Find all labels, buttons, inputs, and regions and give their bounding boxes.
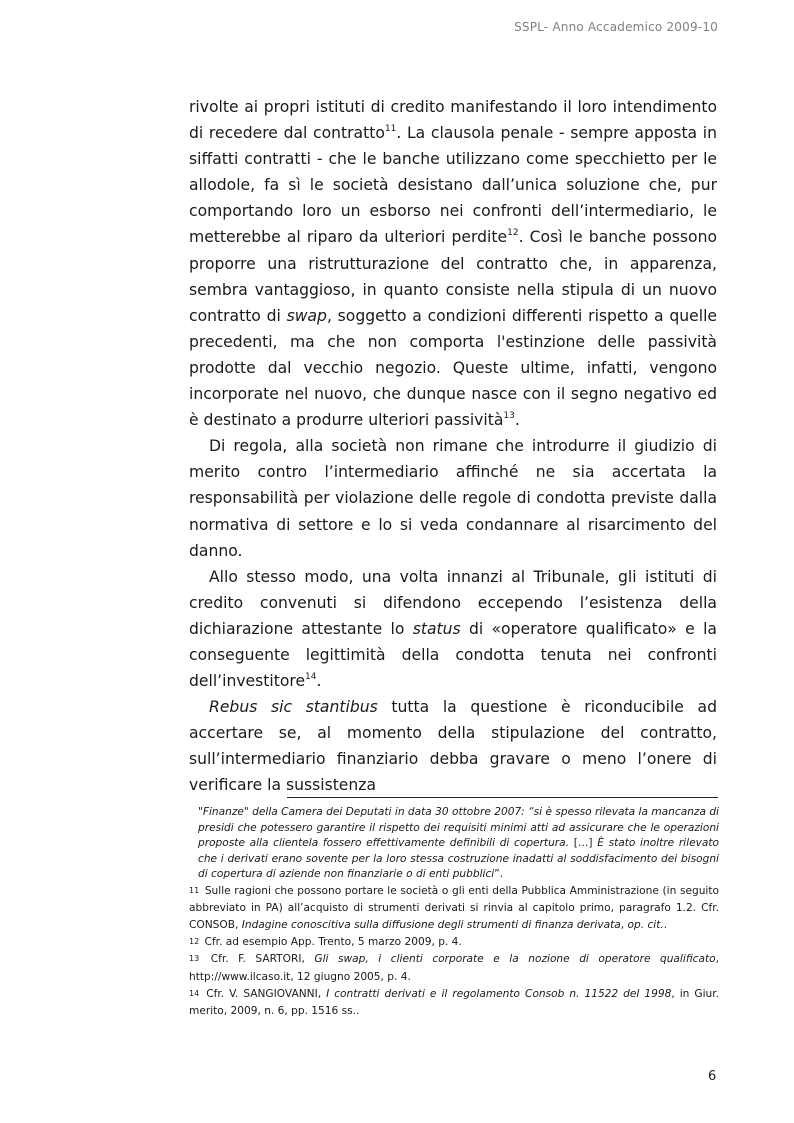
paragraph-2: Di regola, alla società non rimane che introdurre il giudizio di merito contro l’intermediario affinché ne sia accertata la responsabilità per violazione delle regole di condotta previste dalla normativa di settore e lo si veda condannare al risarcimento del danno. bbox=[189, 437, 717, 560]
footnote-14: $^{14}$ Cfr. V. SANGIOVANNI, I contratti derivati e il regolamento Consob n. 11522 del 1998, in Giur. merito, 2009, n. 6, pp. 1516 ss.. bbox=[189, 987, 719, 1017]
footnote-12: $^{12}$ Cfr. ad esempio App. Trento, 5 marzo 2009, p. 4. bbox=[189, 936, 462, 949]
ilcaso-link[interactable]: , http://www.ilcaso.it, 12 giugno 2005, p. 4. bbox=[189, 953, 719, 983]
footnote-continued: "Finanze" della Camera dei Deputati in data 30 ottobre 2007: “si è spesso rilevata la mancanza di presidi che potessero garantire il rispetto dei requisiti minimi atti ad assicurare che le operazioni proposte alla clientela fossero effettivamente definibili di copertura. […] È stato inoltre rilevato che i derivati erano sovente per la loro stessa costruzione inadatti al soddisfacimento dei bisogni di copertura di aziende non finanziarie o di enti pubblici”. bbox=[198, 806, 719, 880]
footnotes bbox=[189, 805, 719, 1020]
paragraph-4: Rebus sic stantibus tutta la questione è riconducibile ad accertare se, al momento della stipulazione del contratto, sull’intermediario finanziario debba gravare o meno l’onere di verificare la sussistenza bbox=[189, 698, 717, 795]
running-header: SSPL- Anno Accademico 2009-10 bbox=[514, 20, 718, 34]
page-number: 6 bbox=[708, 1069, 717, 1084]
paragraph-1: rivolte ai propri istituti di credito manifestando il loro intendimento di recedere dal contratto$^{11}$. La clausola penale - sempre apposta in siffatti contratti - che le banche utilizzano come specchietto per le allodole, fa sì le società desistano dall’unica soluzione che, pur comportando loro un esborso nei confronti dell’intermediario, le metterebbe al riparo da ulteriori perdite$^{12}$. Così le banche possono proporre una ristrutturazione del contratto che, in apparenza, sembra vantaggioso, in quanto consiste nella stipula di un nuovo contratto di swap, soggetto a condizioni differenti rispetto a quelle precedenti, ma che non comporta l'estinzione delle passività prodotte dal vecchio negozio. Queste ultime, infatti, vengono incorporate nel nuovo, che dunque nasce con il segno negativo ed è destinato a produrre ulteriori passività$^{13}$. bbox=[189, 98, 717, 430]
paragraph-3: Allo stesso modo, una volta innanzi al Tribunale, gli istituti di credito convenuti si difendono eccependo l’esistenza della dichiarazione attestante lo status di «operatore qualificato» e la conseguente legittimità della condotta tenuta nei confronti dell’investitore$^{14}$. bbox=[189, 567, 717, 691]
footnote-ref-13[interactable]: 13 bbox=[503, 410, 515, 421]
body-text bbox=[189, 94, 717, 799]
footnote-separator bbox=[287, 797, 718, 798]
footnote-ref-14[interactable]: 14 bbox=[305, 671, 317, 682]
footnote-11: $^{11}$ Sulle ragioni che possono portare le società o gli enti della Pubblica Amministrazione (in seguito abbreviato in PA) all’acquisto di strumenti derivati si rinvia al capitolo primo, paragrafo 1.2. Cfr. CONSOB, Indagine conoscitiva sulla diffusione degli strumenti di finanza derivata, op. cit.. bbox=[189, 884, 719, 931]
footnote-ref-11[interactable]: 11 bbox=[384, 123, 397, 134]
footnote-13: $^{13}$ Cfr. F. SARTORI, Gli swap, i clienti corporate e la nozione di operatore qualificato, http://www.ilcaso.it, 12 giugno 2005, p. 4. bbox=[189, 953, 719, 983]
footnote-ref-12[interactable]: 12 bbox=[507, 228, 519, 239]
